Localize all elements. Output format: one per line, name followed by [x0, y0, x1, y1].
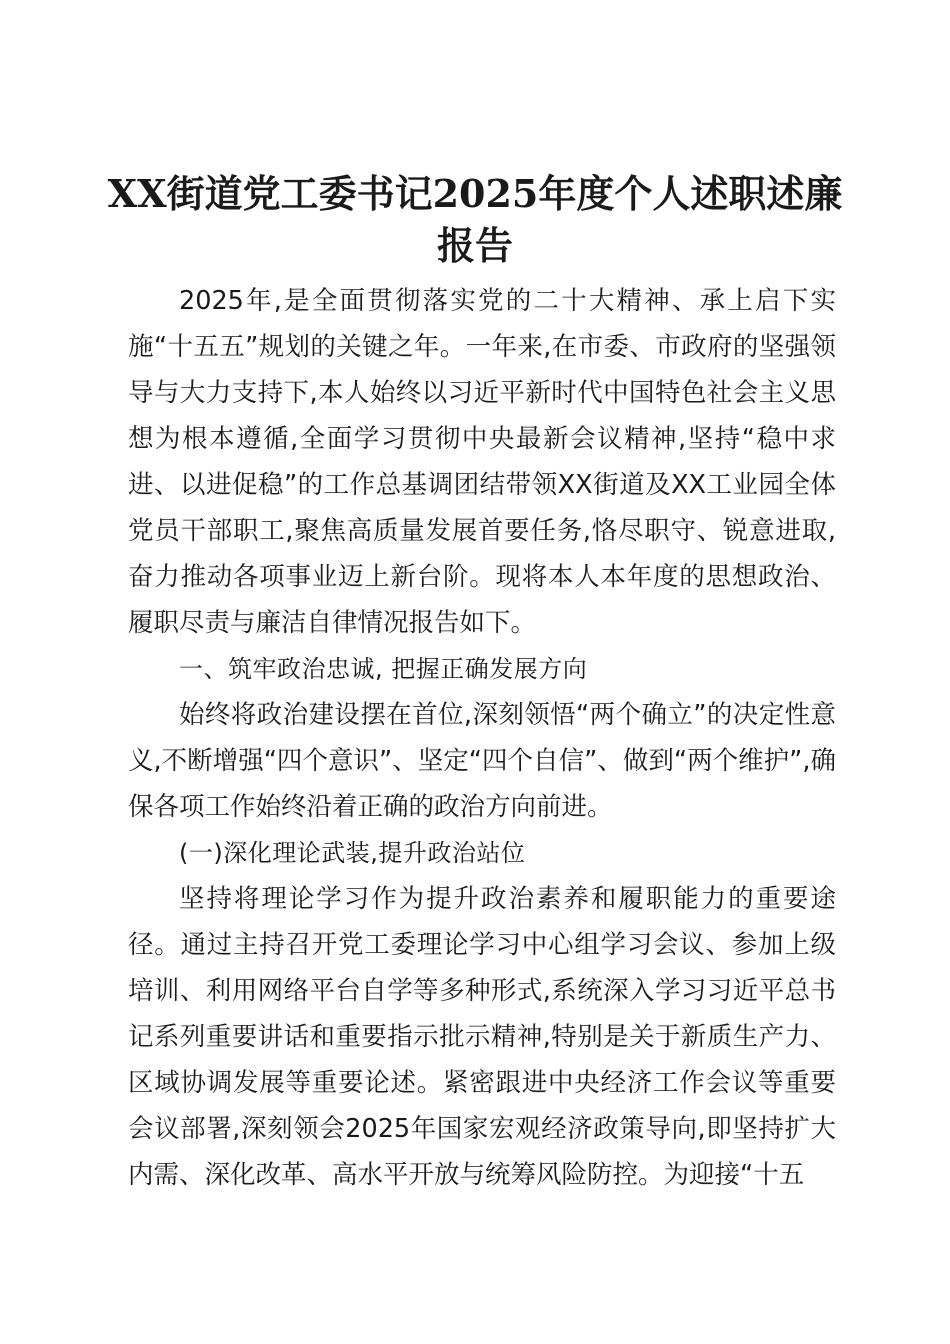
- section-1-paragraph: 始终将政治建设摆在首位,深刻领悟“两个确立”的决定性意义,不断增强“四个意识”、坚定“四个自信”、做到“两个维护”,确保各项工作始终沿着正确的政治方向前进。: [128, 700, 836, 822]
- document-title: XX街道党工委书记2025年度个人述职述廉报告: [107, 171, 843, 268]
- subsection-heading-1-1: (一)深化理论武装,提升政治站位: [179, 839, 526, 867]
- section-heading-1: 一、筑牢政治忠诚, 把握正确发展方向: [179, 655, 588, 683]
- document-body: [128, 278, 836, 1198]
- subsection-1-1-paragraph: 坚持将理论学习作为提升政治素养和履职能力的重要途径。通过主持召开党工委理论学习中心组学习会议、参加上级培训、利用网络平台自学等多种形式,系统深入学习习近平总书记系列重要讲话和重要指示批示精神,特别是关于新质生产力、区域协调发展等重要论述。紧密跟进中央经济工作会议等重要会议部署,深刻领会2025年国家宏观经济政策导向,即坚持扩大内需、深化改革、高水平开放与统筹风险防控。为迎接“十五: [128, 884, 836, 1190]
- intro-paragraph: 2025年,是全面贯彻落实党的二十大精神、承上启下实施“十五五”规划的关键之年。一年来,在市委、市政府的坚强领导与大力支持下,本人始终以习近平新时代中国特色社会主义思想为根本遵循,全面学习贯彻中央最新会议精神,坚持“稳中求进、以进促稳”的工作总基调团结带领XX街道及XX工业园全体党员干部职工,聚焦高质量发展首要任务,恪尽职守、锐意进取,奋力推动各项事业迈上新台阶。现将本人本年度的思想政治、履职尽责与廉洁自律情况报告如下。: [128, 286, 836, 638]
